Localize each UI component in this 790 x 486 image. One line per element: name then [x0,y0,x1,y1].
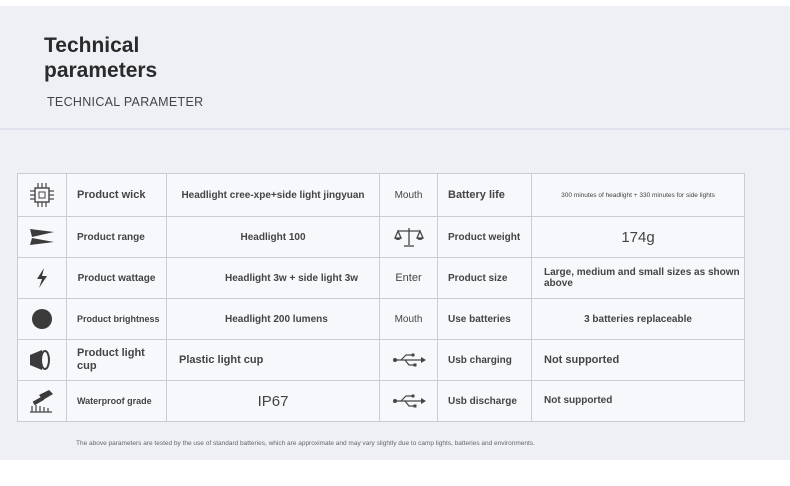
spec-value: Headlight 200 lumens [167,299,380,340]
table-row [18,258,745,299]
lightning-icon [18,258,67,299]
spec-label: Product weight [438,217,532,258]
range-wedge-icon [18,217,67,258]
spec-label: Use batteries [438,299,532,340]
page-subtitle: TECHNICAL PARAMETER [47,95,204,109]
spec-value: Not supported [532,381,745,422]
spec-value: Large, medium and small sizes as shown above [532,258,745,299]
header-divider [0,128,790,130]
spec-table [17,173,745,422]
spec-label: Product range [67,217,167,258]
spec-label: Product wick [67,174,167,217]
spec-label: Usb charging [438,340,532,381]
chip-icon [18,174,67,217]
table-row [18,299,745,340]
page-title: Technical parameters [44,34,158,82]
spec-value: Not supported [532,340,745,381]
spec-value: Headlight cree-xpe+side light jingyuan [167,174,380,217]
light-cup-icon [18,340,67,381]
spec-value: 300 minutes of headlight + 330 minutes for side lights [532,174,745,217]
mouth-icon-text: Mouth [380,174,438,217]
waterproof-icon [18,381,67,422]
table-row [18,340,745,381]
spec-label: Usb discharge [438,381,532,422]
spec-label: Product wattage [67,258,167,299]
brightness-circle-icon [18,299,67,340]
usb-icon [380,381,438,422]
spec-value: 174g [532,217,745,258]
spec-label: Product brightness [67,299,167,340]
mouth-icon-text: Mouth [380,299,438,340]
spec-value: 3 batteries replaceable [532,299,745,340]
spec-value: Headlight 100 [167,217,380,258]
enter-icon-text: Enter [380,258,438,299]
spec-label: Battery life [438,174,532,217]
scale-icon [380,217,438,258]
table-row [18,174,745,217]
spec-value: Plastic light cup [167,340,380,381]
spec-label: Waterproof grade [67,381,167,422]
spec-value: IP67 [167,381,380,422]
table-row [18,381,745,422]
spec-label: Product size [438,258,532,299]
table-row [18,217,745,258]
spec-label: Product light cup [67,340,167,381]
footnote: The above parameters are tested by the use of standard batteries, which are approximate and may vary slightly due to camp lights, batteries and environments. [76,440,535,447]
usb-icon [380,340,438,381]
spec-value: Headlight 3w + side light 3w [167,258,380,299]
